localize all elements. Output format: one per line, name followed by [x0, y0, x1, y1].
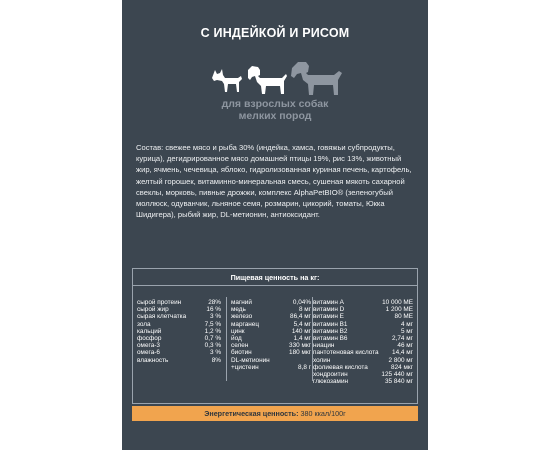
- nutrient-row: холин 2 800 мг: [313, 356, 413, 364]
- nutrition-column-2: [231, 299, 311, 371]
- nutrient-row: витамин В1 4 мг: [313, 320, 413, 328]
- nutrient-row: медь 8 мг: [231, 306, 311, 314]
- subtitle-line-1: для взрослых собак: [221, 98, 329, 110]
- medium-dog-icon: [248, 66, 287, 94]
- nutrient-row: магний 0,04%: [231, 299, 311, 306]
- nutrition-column-3: [313, 299, 413, 385]
- nutrient-row: витамин В6 2,74 мг: [313, 335, 413, 343]
- nutrient-row: хондроитин 125 440 мг: [313, 371, 413, 379]
- nutrient-row: влажность 8%: [137, 356, 221, 364]
- nutrient-row: витамин В2 5 мг: [313, 327, 413, 335]
- package-panel: [122, 0, 428, 450]
- nutrient-row: йод 1,4 мг: [231, 335, 311, 343]
- composition-text: Состав: свежее мясо и рыба 30% (индейка, хамса, говяжьи субпродукты, курица), дегидрированное мясо домашней птицы 19%, рис 13%, животный жир, ячмень, чечевица, яблоко, гидролизованная куриная печень, картофель, желтый горошек, витаминно-минеральная смесь, сушеная мякоть сахарной свеклы, морковь, пивные дрожжи, комплекс AlphaPetBIO® (зеленогубый моллюск, одуванчик, льняное семя, розмарин, цикорий, томаты, Юкка Шидигера), рыбий жир, DL-метионин, антиоксидант.: [136, 143, 412, 220]
- nutrient-row: глюкозамин 35 840 мг: [313, 378, 413, 386]
- nutrient-row: марганец 5,4 мг: [231, 320, 311, 328]
- large-dog-icon: [291, 62, 342, 95]
- nutrition-table: [132, 268, 418, 404]
- dog-sizes-illustration: [208, 56, 348, 96]
- nutrient-row: омега-3 0,3 %: [137, 342, 221, 350]
- nutrient-row: витамин D 1 200 МЕ: [313, 306, 413, 314]
- nutrient-row: +цистеин 8,8 г: [231, 363, 311, 371]
- nutrient-row: пантотеновая кислота 14,4 мг: [313, 349, 413, 357]
- nutrient-row: витамин Е 80 МЕ: [313, 313, 413, 321]
- nutrient-row: сырой жир 16 %: [137, 306, 221, 314]
- product-title: С ИНДЕЙКОЙ И РИСОМ: [200, 26, 350, 40]
- energy-value-bar: [132, 406, 418, 421]
- nutrient-row: витамин А 10 000 МЕ: [313, 299, 413, 306]
- nutrient-row: железо 86,4 мг: [231, 313, 311, 321]
- nutrient-row: DL-метионин: [231, 356, 270, 364]
- nutrient-row: сырой протеин 28%: [137, 299, 221, 306]
- column-separator: [226, 297, 227, 381]
- nutrition-column-1: [137, 299, 221, 364]
- target-audience: [122, 98, 428, 122]
- nutrient-row: селен 330 мкг: [231, 342, 311, 350]
- nutrient-row: ниацин 46 мг: [313, 342, 413, 350]
- subtitle-line-2: мелких пород: [238, 110, 312, 122]
- small-dog-icon: [212, 69, 242, 92]
- nutrient-row: фолиевая кислота 824 мкг: [313, 363, 413, 371]
- nutrition-divider: [132, 285, 418, 286]
- nutrient-row: омега-6 3 %: [137, 349, 221, 357]
- nutrient-row: кальций 1,2 %: [137, 327, 221, 335]
- energy-value: 380 ккал/100г: [300, 409, 346, 418]
- energy-label: Энергетическая ценность:: [204, 409, 299, 418]
- nutrient-row: сырая клетчатка 3 %: [137, 313, 221, 321]
- nutrient-row: зола 7,5 %: [137, 320, 221, 328]
- nutrient-row: биотин 180 мкг: [231, 349, 311, 357]
- nutrient-row: фосфор 0,7 %: [137, 335, 221, 343]
- nutrition-title: Пищевая ценность на кг:: [230, 273, 320, 282]
- nutrient-row: цинк 140 мг: [231, 327, 311, 335]
